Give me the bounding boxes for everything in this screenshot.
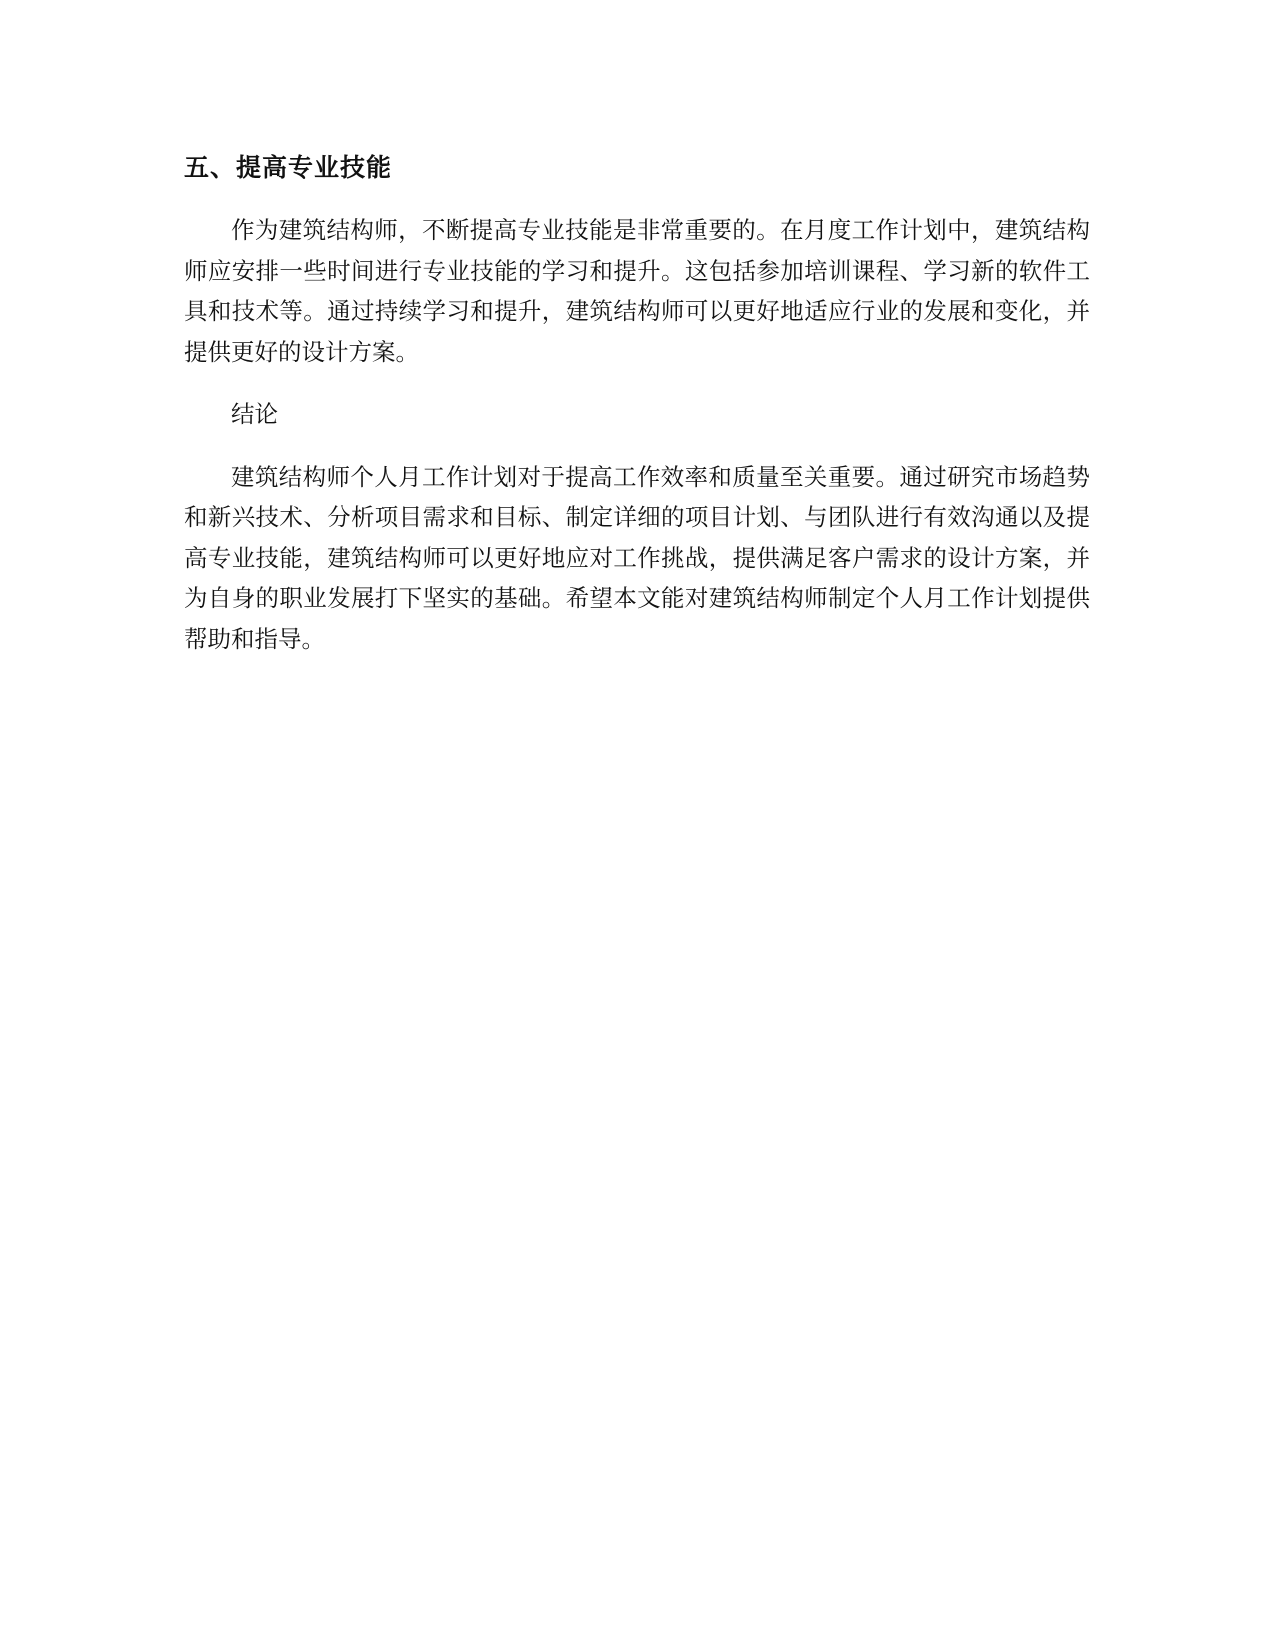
paragraph-conclusion: 建筑结构师个人月工作计划对于提高工作效率和质量至关重要。通过研究市场趋势和新兴技术、分析项目需求和目标、制定详细的项目计划、与团队进行有效沟通以及提高专业技能，建筑结构师可以更好地应对工作挑战，提供满足客户需求的设计方案，并为自身的职业发展打下坚实的基础。希望本文能对建筑结构师制定个人月工作计划提供帮助和指导。 (184, 462, 1090, 653)
paragraph-professional-skills: 作为建筑结构师，不断提高专业技能是非常重要的。在月度工作计划中，建筑结构师应安排一些时间进行专业技能的学习和提升。这包括参加培训课程、学习新的软件工具和技术等。通过持续学习和提升，建筑结构师可以更好地适应行业的发展和变化，并提供更好的设计方案。 (184, 216, 1090, 366)
document-body (184, 146, 1090, 659)
conclusion-heading: 结论 (231, 400, 278, 428)
section-heading: 五、提高专业技能 (184, 153, 393, 182)
